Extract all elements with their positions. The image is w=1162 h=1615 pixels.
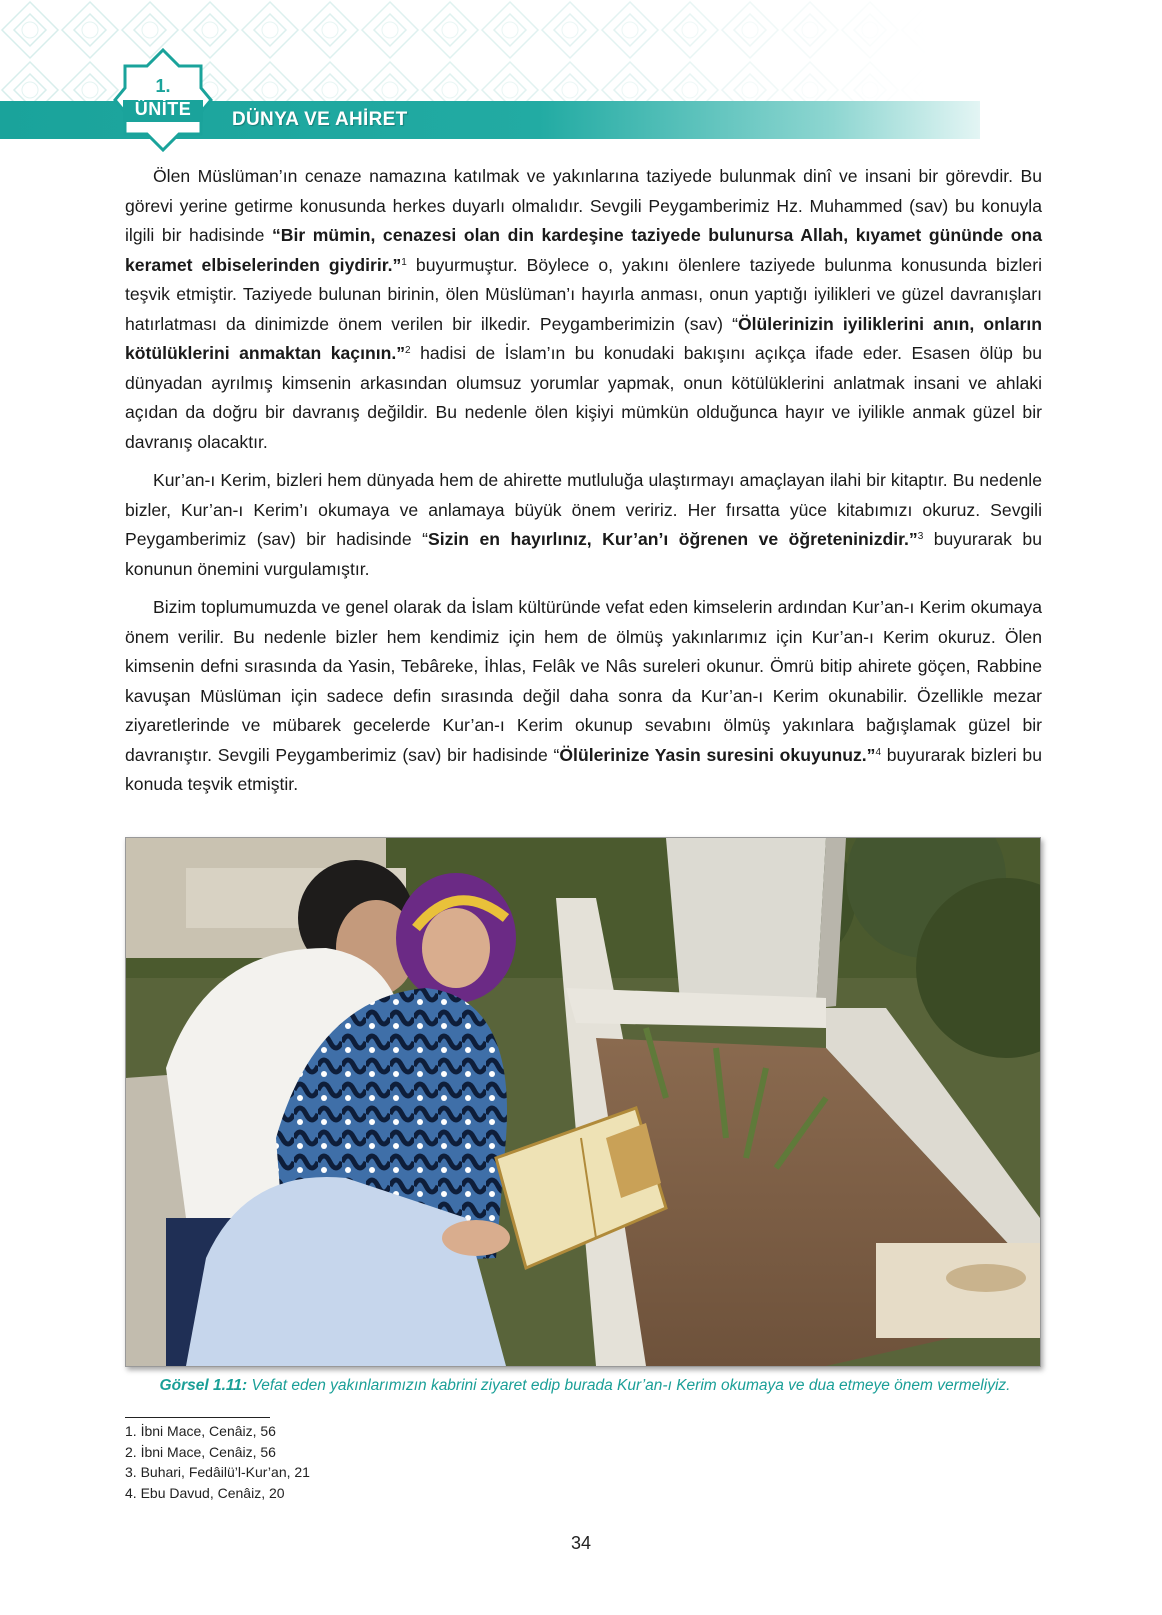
footnote-divider bbox=[125, 1417, 270, 1418]
footnotes bbox=[125, 1421, 310, 1503]
figure-label: Görsel 1.11: bbox=[159, 1377, 248, 1394]
footnote-ref-1: 1 bbox=[401, 256, 407, 268]
figure-caption bbox=[150, 1375, 1020, 1396]
paragraph-1: Ölen Müslüman’ın cenaze namazına katılmak ve yakınlarına taziyede bulunmak dinî ve insani bir görevdir. Bu görevi yerine getirme konusunda herkes duyarlı olmalıdır. Sevgili Peygamberimiz Hz. Muhammed (sav) bu konuyla ilgili bir hadisinde “Bir mümin, cenazesi olan din kardeşine taziyede bulunursa Allah, kıyamet gününde ona keramet elbiselerinden giydirir.”$^1$ buyurmuştur. Böylece o, yakını ölenlere taziyede bulunma konusunda bizleri teşvik etmiştir. Taziyede bulunan birinin, ölen Müslüman’ı hayırla anması, onun yaptığı iyilikleri ve güzel davranışları hatırlatması da dinimizde önem verilen bir ilkedir. Peygamberimizin (sav) “Ölülerinizin iyiliklerini anın, onların kötülüklerini anmaktan kaçının.”$^2$ hadisi de İslam’ın bu konudaki bakışını açıkça ifade eder. Esasen ölüp bu dünyadan ayrılmış kimsenin arkasından olumsuz yorumlar yapmak, onun kötülüklerini anlatmak insani ve ahlaki açıdan da doğru bir davranış değildir. Bu nedenle ölen kişiyi mümkün olduğunca hayır ve iyilikle anmak güzel bir davranış olacaktır. bbox=[125, 166, 1042, 452]
unit-label: ÜNİTE bbox=[134, 99, 192, 119]
footnote-ref-2: 2 bbox=[405, 345, 411, 356]
footnote-3: 3. Buhari, Fedâilü’l-Kur’an, 21 bbox=[125, 1464, 310, 1480]
main-text bbox=[125, 162, 1042, 809]
figure-caption-text: Vefat eden yakınlarımızın kabrini ziyaret edip burada Kur’an-ı Kerim okumaya ve dua etmeye önem vermeliyiz. bbox=[247, 1377, 1011, 1394]
unit-title: DÜNYA VE AHİRET bbox=[232, 109, 408, 130]
footnote-1: 1. İbni Mace, Cenâiz, 56 bbox=[125, 1423, 276, 1439]
footnote-ref-4: 4 bbox=[875, 746, 882, 758]
paragraph-2: Kur’an-ı Kerim, bizleri hem dünyada hem de ahirette mutluluğa ulaştırmayı amaçlayan ilahi bir kitaptır. Bu nedenle bizler, Kur’an-ı Kerim’ı okumaya ve anlamaya büyük önem veririz. Her fırsatta yüce kitabımızı okuruz. Sevgili Peygamberimiz (sav) bir hadisinde “Sizin en hayırlınız, Kur’an’ı öğrenen ve öğreteninizdir.”$^3$ buyurarak bu konunun önemini vurgulamıştır. bbox=[125, 470, 1042, 579]
page-number: 34 bbox=[570, 1533, 592, 1553]
footnote-2: 2. İbni Mace, Cenâiz, 56 bbox=[125, 1443, 276, 1460]
footnote-ref-3: 3 bbox=[917, 531, 924, 542]
paragraph-3: Bizim toplumumuzda ve genel olarak da İslam kültüründe vefat eden kimselerin ardından Kur’an-ı Kerim okumaya önem verilir. Bu nedenle bizler hem kendimiz için hem de ölmüş yakınlarımız için Kur’an-ı Kerim okuruz. Ölen kimsenin defni sırasında da Yasin, Tebâreke, İhlas, Felâk ve Nâs sureleri okunur. Ömrü bitip ahirete göçen, Rabbine kavuşan Müslüman için sadece defin sırasında değil daha sonra da Kur’an-ı Kerim okunabilir. Özellikle mezar ziyaretlerinde ve mübarek gecelerde Kur’an-ı Kerim okunup sevabını ölmüş yakınlara bağışlamak güzel bir davranıştır. Sevgili Peygamberimiz (sav) bir hadisinde “Ölülerinize Yasin suresini okuyunuz.”$^4$ buyurarak bizleri bu konuda teşvik etmiştir. bbox=[125, 597, 1042, 794]
cemetery-photo bbox=[125, 837, 1041, 1367]
unit-number: 1. bbox=[155, 76, 171, 96]
footnote-4: 4. Ebu Davud, Cenâiz, 20 bbox=[125, 1484, 285, 1501]
